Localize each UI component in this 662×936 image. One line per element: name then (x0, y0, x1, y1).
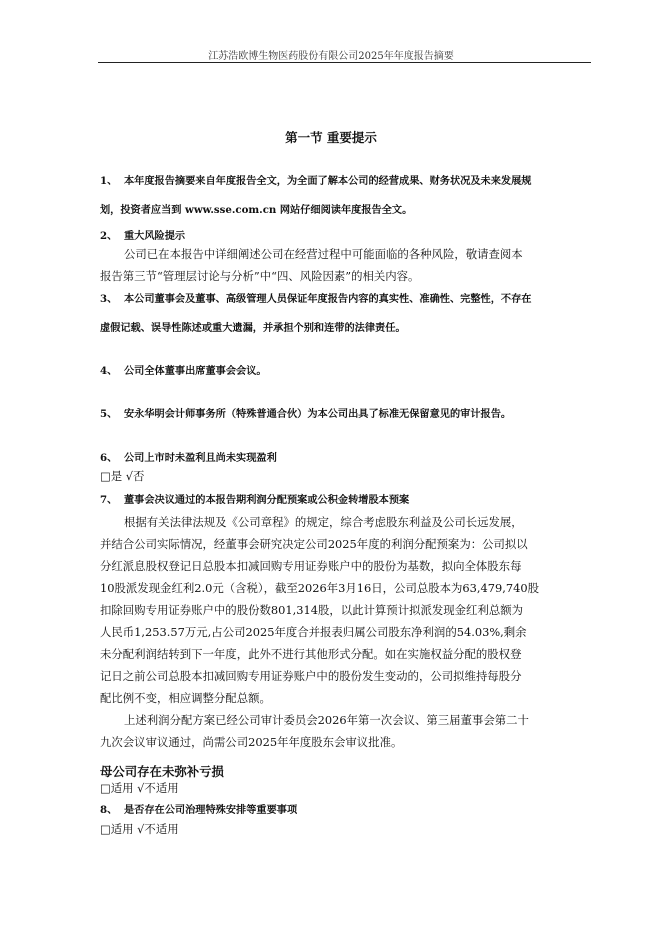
item-2-paragraph (100, 243, 594, 265)
item-number: 2、 (100, 230, 118, 242)
item-3-line1: 本公司董事会及董事、高级管理人员保证年度报告内容的真实性、准确性、完整性，不存在 (124, 293, 532, 305)
header-divider (98, 62, 591, 63)
item-6-title: 公司上市时未盈利且尚未实现盈利 (124, 452, 277, 464)
item-5-text: 安永华明会计师事务所（特殊普通合伙）为本公司出具了标准无保留意见的审计报告。 (124, 408, 512, 420)
item-2-p2: 报告第三节“管理层讨论与分析”中“四、风险因素”的相关内容。 (100, 269, 420, 283)
item-number: 6、 (100, 452, 118, 464)
item-2-p1: 公司已在本报告中详细阐述公司在经营过程中可能面临的各种风险，敬请查阅本 (124, 247, 523, 261)
item-6 (100, 449, 592, 464)
item-number: 1、 (100, 175, 118, 187)
item-1-line2: 划，投资者应当到 www.sse.com.cn 网站仔细阅读年度报告全文。 (100, 204, 413, 216)
item-2-title: 重大风险提示 (124, 230, 186, 242)
item-number: 7、 (100, 494, 118, 506)
unrecovered-loss-options: □适用 √不适用 (100, 781, 179, 795)
unrecovered-loss-heading: 母公司存在未弥补亏损 (100, 764, 224, 779)
para2-line: 九次会议审议通过，尚需公司2025年年度股东会审议批准。 (100, 735, 403, 749)
item-4 (100, 362, 592, 377)
item-2-paragraph-cont (100, 265, 592, 287)
item-6-options: □是 √否 (100, 469, 145, 483)
item-number: 3、 (100, 293, 118, 305)
para1-line: 并结合公司实际情况，经董事会研究决定公司2025年度的利润分配预案为：公司拟以 (100, 537, 528, 551)
item-2 (100, 227, 592, 242)
item-5 (100, 405, 592, 420)
para1-line: 记日之前公司总股本扣减回购专用证券账户中的股份发生变动的，公司拟维持每股分 (100, 669, 522, 683)
item-1-line1: 本年度报告摘要来自年度报告全文，为全面了解本公司的经营成果、财务状况及未来发展规 (124, 175, 532, 187)
item-number: 8、 (100, 804, 118, 816)
item-8 (100, 801, 592, 816)
para1-line: 分红派息股权登记日总股本扣减回购专用证券账户中的股份为基数，拟向全体股东每 (100, 559, 522, 573)
item-3-line2: 虚假记载、误导性陈述或重大遗漏，并承担个别和连带的法律责任。 (100, 322, 406, 334)
para1-line: 根据有关法律法规及《公司章程》的规定，综合考虑股东利益及公司长远发展， (124, 515, 523, 529)
para1-line: 人民币1,253.57万元,占公司2025年度合并报表归属公司股东净利润的54.03%,剩余 (100, 625, 527, 639)
para1-line: 10股派发现金红利2.0元（含税），截至2026年3月16日，公司总股本为63,479,740股 (100, 581, 540, 595)
item-7-paragraph-2 (100, 709, 592, 753)
item-8-title: 是否存在公司治理特殊安排等重要事项 (124, 804, 298, 816)
item-7 (100, 491, 592, 506)
item-7-title: 董事会决议通过的本报告期利润分配预案或公积金转增股本预案 (124, 494, 410, 506)
item-4-text: 公司全体董事出席董事会会议。 (124, 365, 267, 377)
item-1 (100, 174, 592, 216)
item-3 (100, 292, 592, 334)
para1-line: 未分配利润结转到下一年度，此外不进行其他形式分配。如在实施权益分配的股权登 (100, 647, 522, 661)
para1-line: 扣除回购专用证券账户中的股份数801,314股，以此计算预计拟派发现金红利总额为 (100, 603, 523, 617)
para2-line: 上述利润分配方案已经公司审计委员会2026年第一次会议、第三届董事会第二十 (124, 713, 529, 727)
item-7-paragraph-1 (100, 511, 592, 709)
page-header: 江苏浩欧博生物医药股份有限公司2025年年度报告摘要 (208, 51, 454, 62)
section-title: 第一节 重要提示 (285, 130, 377, 145)
para1-line: 配比例不变，相应调整分配总额。 (100, 691, 271, 705)
item-number: 4、 (100, 365, 118, 377)
item-8-options: □适用 √不适用 (100, 822, 179, 836)
item-number: 5、 (100, 408, 118, 420)
